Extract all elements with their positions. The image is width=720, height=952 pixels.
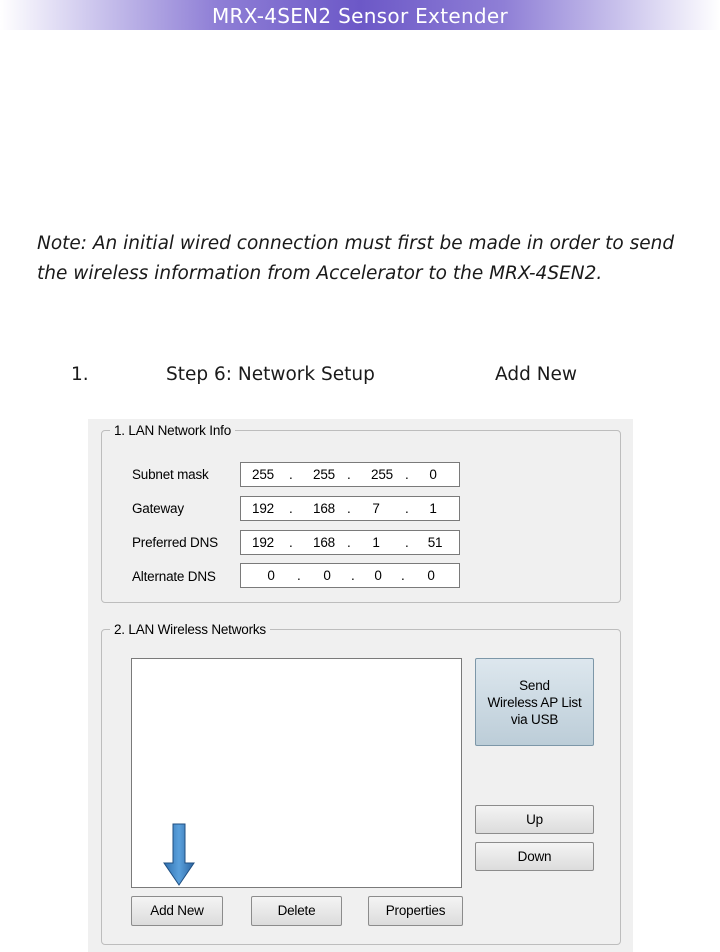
- send-button-line-1: Send: [519, 677, 550, 693]
- note-text: [37, 229, 717, 289]
- ip-octet: 168: [313, 501, 335, 516]
- preferred-dns-input[interactable]: 192 . 168 . 1 . 51: [240, 530, 460, 555]
- ip-octet: 7: [372, 501, 380, 516]
- alternate-dns-label: Alternate DNS: [132, 569, 216, 584]
- add-new-button[interactable]: Add New: [131, 896, 223, 926]
- subnet-mask-input[interactable]: 255 . 255 . 255 . 0: [240, 462, 460, 487]
- document-title: MRX-4SEN2 Sensor Extender: [211, 4, 509, 28]
- step-number: 1.: [71, 364, 89, 385]
- ip-octet: 255: [371, 467, 393, 482]
- wireless-group-label: 2. LAN Wireless Networks: [110, 621, 270, 638]
- ip-octet: 51: [427, 535, 443, 550]
- ip-octet: 0: [374, 568, 382, 583]
- ip-octet: 1: [372, 535, 380, 550]
- alternate-dns-input[interactable]: 0 . 0 . 0 . 0: [240, 563, 460, 588]
- send-button-line-2: Wireless AP List: [487, 694, 582, 710]
- ip-octet: 255: [313, 467, 335, 482]
- ip-octet: 0: [429, 467, 437, 482]
- note-line-2: the wireless information from Accelerator to the MRX-4SEN2.: [37, 263, 603, 284]
- header-banner: [0, 0, 720, 30]
- ip-octet: 192: [252, 501, 274, 516]
- ip-octet: 0: [323, 568, 331, 583]
- lan-group-label: 1. LAN Network Info: [110, 422, 235, 439]
- gateway-input[interactable]: 192 . 168 . 7 . 1: [240, 496, 460, 521]
- up-button[interactable]: Up: [475, 805, 594, 834]
- note-line-1: Note: An initial wired connection must first be made in order to send: [37, 233, 675, 254]
- preferred-dns-label: Preferred DNS: [132, 535, 218, 550]
- subnet-mask-label: Subnet mask: [132, 467, 209, 482]
- send-wireless-ap-list-button[interactable]: [475, 658, 594, 746]
- network-setup-dialog: [88, 419, 633, 952]
- ip-octet: 0: [427, 568, 435, 583]
- properties-button[interactable]: Properties: [368, 896, 463, 926]
- ip-octet: 255: [252, 467, 274, 482]
- step-title: Step 6: Network Setup: [166, 364, 375, 385]
- send-button-line-3: via USB: [510, 711, 559, 727]
- ip-octet: 1: [429, 501, 437, 516]
- ip-octet: 168: [313, 535, 335, 550]
- ip-octet: 0: [267, 568, 275, 583]
- delete-button[interactable]: Delete: [251, 896, 342, 926]
- down-button[interactable]: Down: [475, 842, 594, 871]
- arrow-down-icon: [162, 823, 196, 887]
- ip-octet: 192: [252, 535, 274, 550]
- gateway-label: Gateway: [132, 501, 184, 516]
- step-action: Add New: [495, 364, 578, 385]
